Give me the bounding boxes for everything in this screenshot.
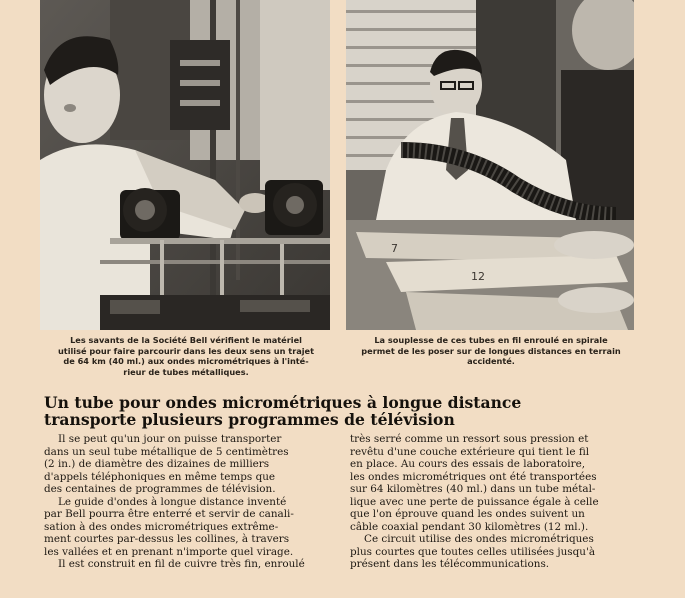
body-line: Le guide d'ondes à longue distance inventé: [58, 495, 287, 508]
article-headline: [44, 394, 644, 428]
body-line: Ce circuit utilise des ondes micrométriques: [364, 533, 594, 546]
body-line: sur 64 kilomètres (40 ml.) dans un tube métal-: [350, 483, 596, 496]
body-line: en place. Au cours des essais de laboratoire,: [350, 458, 586, 471]
body-line: dans un seul tube métallique de 5 centimètres: [44, 445, 289, 458]
photo-left-illustration: [40, 0, 330, 330]
board-mark-12: 12: [471, 270, 485, 283]
board-mark-7: 7: [391, 242, 398, 255]
body-line: lique avec une perte de puissance égale à celle: [350, 495, 599, 508]
body-column-right: [350, 433, 640, 571]
body-line: ment courtes par-dessus les collines, à travers: [44, 533, 290, 546]
caption-left: [42, 335, 330, 377]
caption-left-line: Les savants de la Société Bell vérifient le matériel: [70, 335, 302, 345]
body-line: Il se peut qu'un jour on puisse transporter: [58, 433, 282, 445]
caption-right: [346, 335, 636, 367]
body-line: sation à des ondes micrométriques extrême-: [44, 520, 279, 533]
body-line: Il est construit en fil de cuivre très fin, enroulé: [58, 558, 305, 571]
body-line: (2 in.) de diamètre des dizaines de milliers: [44, 458, 270, 471]
headline-line-1: Un tube pour ondes micrométriques à longue distance: [44, 393, 522, 412]
headline-line-2: transporte plusieurs programmes de télévision: [44, 410, 455, 429]
caption-right-line: permet de les poser sur de longues distances en terrain: [361, 345, 621, 356]
body-line: par Bell pourra être enterré et servir de canali-: [44, 508, 294, 521]
caption-left-line: de 64 km (40 ml.) aux ondes micrométriques à l'inté-: [63, 356, 309, 366]
body-line: les ondes micrométriques ont été transportées: [350, 470, 597, 483]
body-line: plus courtes que toutes celles utilisées jusqu'à: [350, 545, 596, 558]
photo-right-illustration: [346, 0, 634, 330]
caption-left-line: rieur de tubes métalliques.: [123, 366, 249, 377]
photo-scientist-flexible-tube: [346, 0, 634, 330]
photo-scientist-lab-equipment: [40, 0, 330, 330]
body-line: des centaines de programmes de télévision.: [44, 483, 276, 496]
body-line: très serré comme un ressort sous pression et: [350, 433, 589, 445]
body-line: revêtu d'une couche extérieure qui tient le fil: [350, 445, 590, 458]
body-line: les vallées et en prenant n'importe quel virage.: [44, 545, 294, 558]
caption-left-line: utilisé pour faire parcourir dans les deux sens un trajet: [57, 345, 315, 356]
caption-right-line: La souplesse de ces tubes en fil enroulé en spirale: [374, 335, 608, 345]
caption-right-line: accidenté.: [467, 356, 515, 366]
body-line: câble coaxial pendant 30 kilomètres (12 ml.).: [350, 520, 589, 533]
body-line: d'appels téléphoniques en même temps que: [44, 470, 276, 483]
body-line: présent dans les télécommunications.: [350, 558, 550, 571]
body-line: que l'on éprouve quand les ondes suivent un: [350, 508, 585, 521]
body-column-left: [44, 433, 336, 571]
